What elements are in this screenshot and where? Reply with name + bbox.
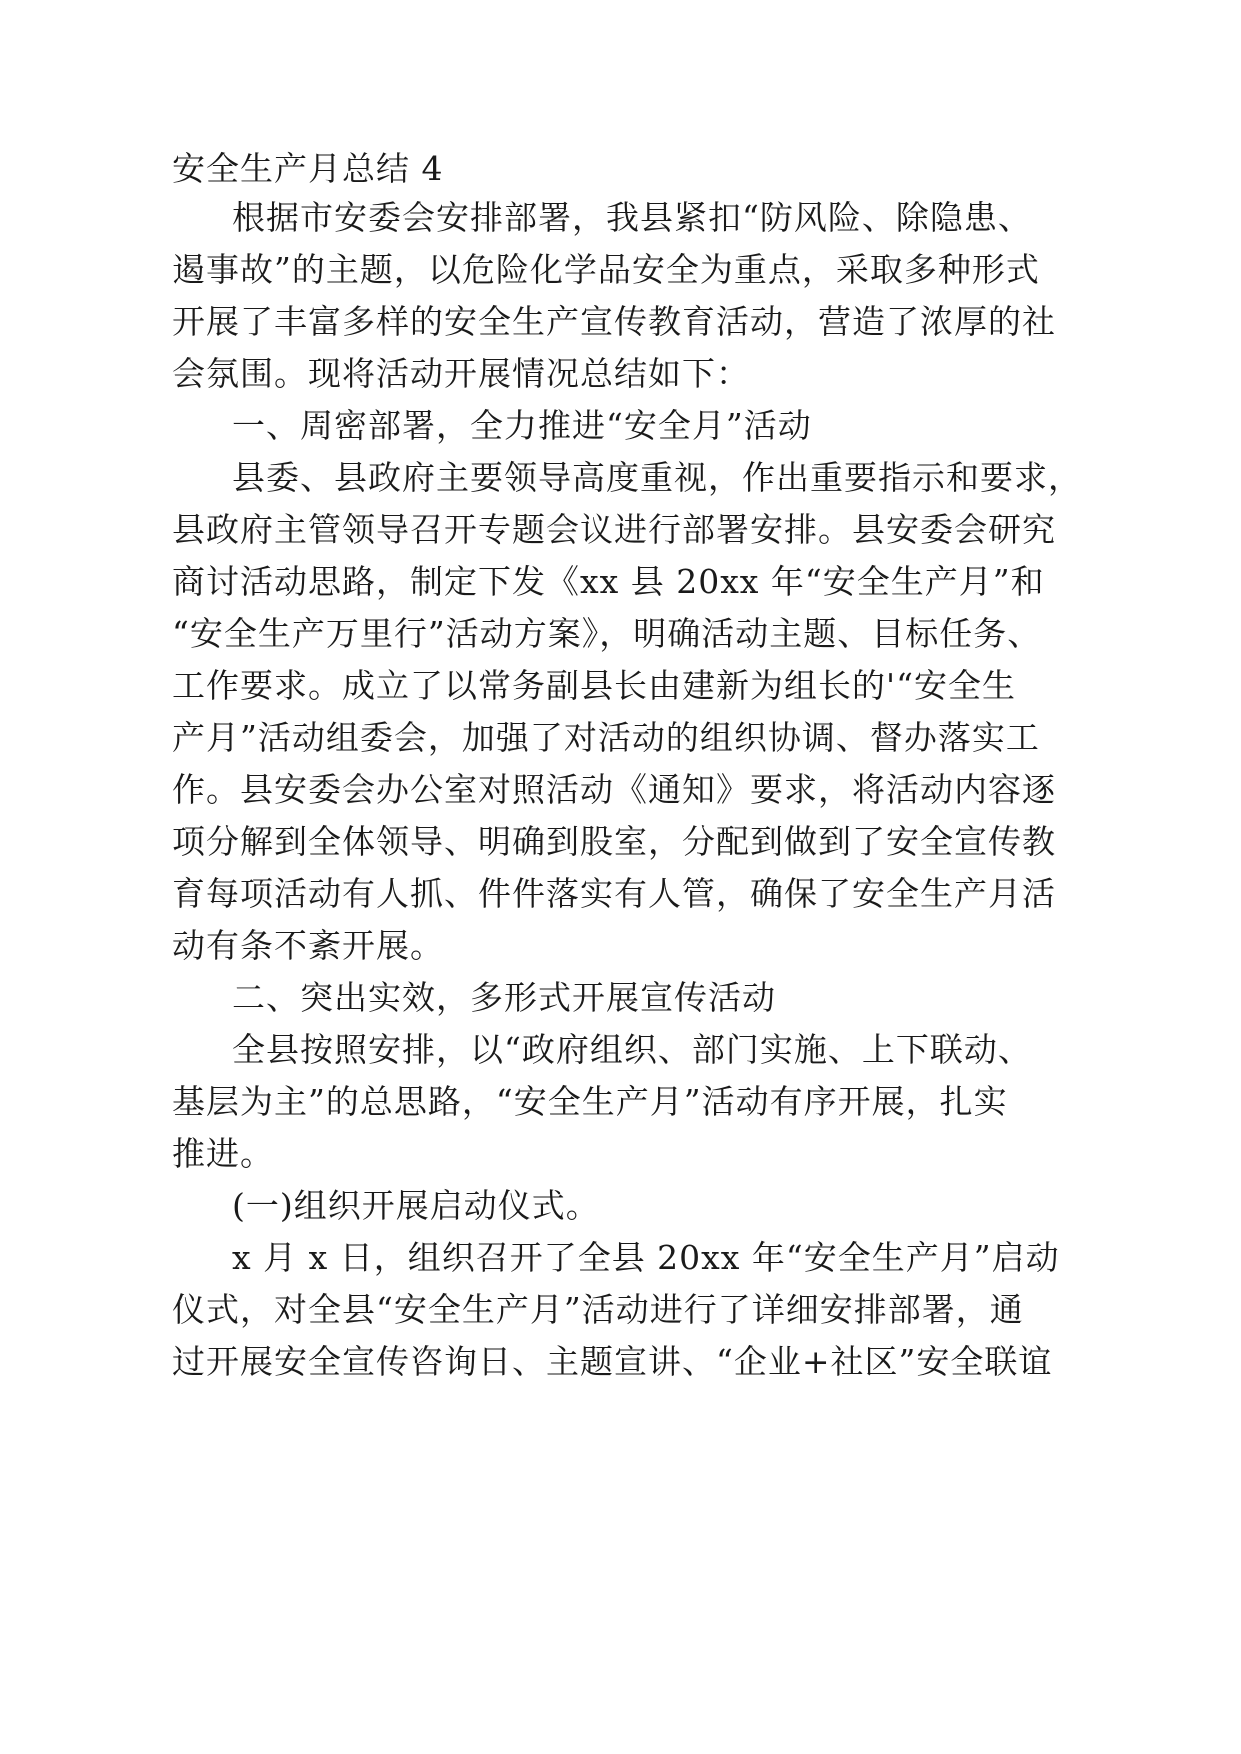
text-line: 根据市安委会安排部署，我县紧扣“防风险、除隐患、 <box>232 198 1032 237</box>
text-line: x 月 x 日，组织召开了全县 20xx 年“安全生产月”启动 <box>232 1238 1060 1277</box>
text-line: 仪式，对全县“安全生产月”活动进行了详细安排部署，通 <box>172 1290 1024 1329</box>
document-title: 安全生产月总结 4 <box>172 149 444 188</box>
text-line: 产月”活动组委会，加强了对活动的组织协调、督办落实工 <box>172 718 1040 757</box>
text-line: 动有条不紊开展。 <box>172 926 444 965</box>
text-line: 育每项活动有人抓、件件落实有人管，确保了安全生产月活 <box>172 874 1056 913</box>
text-line: 开展了丰富多样的安全生产宣传教育活动，营造了浓厚的社 <box>172 302 1056 341</box>
text-line: 工作要求。成立了以常务副县长由建新为组长的'“安全生 <box>172 666 1016 705</box>
text-line: “安全生产万里行”活动方案》，明确活动主题、目标任务、 <box>172 614 1042 653</box>
text-line: 项分解到全体领导、明确到股室，分配到做到了安全宣传教 <box>172 822 1056 861</box>
text-line: 全县按照安排，以“政府组织、部门实施、上下联动、 <box>232 1030 1032 1069</box>
text-line: 县委、县政府主要领导高度重视，作出重要指示和要求， <box>232 458 1082 497</box>
text-line: 过开展安全宣传咨询日、主题宣讲、“企业+社区”安全联谊 <box>172 1342 1053 1381</box>
text-line: 作。县安委会办公室对照活动《通知》要求，将活动内容逐 <box>172 770 1056 809</box>
text-line: 推进。 <box>172 1134 274 1173</box>
text-line: 基层为主”的总思路，“安全生产月”活动有序开展，扎实 <box>172 1082 1008 1121</box>
text-line: 会氛围。现将活动开展情况总结如下： <box>172 354 750 393</box>
section-heading: 一、周密部署，全力推进“安全月”活动 <box>232 406 812 445</box>
subsection-heading: (一)组织开展启动仪式。 <box>232 1186 600 1225</box>
text-line: 县政府主管领导召开专题会议进行部署安排。县安委会研究 <box>172 510 1056 549</box>
section-heading: 二、突出实效，多形式开展宣传活动 <box>232 978 776 1017</box>
text-line: 商讨活动思路，制定下发《xx 县 20xx 年“安全生产月”和 <box>172 562 1045 601</box>
text-line: 遏事故”的主题，以危险化学品安全为重点，采取多种形式 <box>172 250 1040 289</box>
